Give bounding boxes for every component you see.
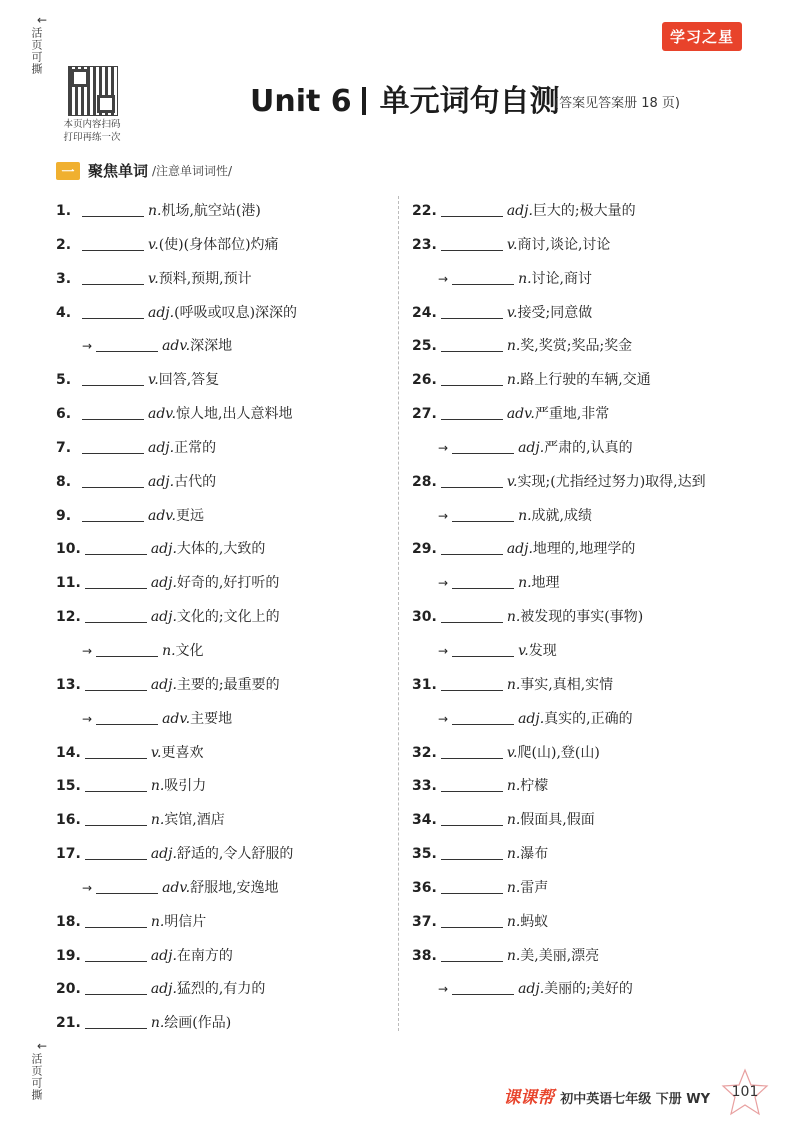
derived-word-row — [412, 635, 752, 669]
answer-blank[interactable] — [441, 540, 503, 555]
answer-blank[interactable] — [441, 777, 503, 792]
answer-blank[interactable] — [85, 811, 147, 826]
definition: 巨大的;极大量的 — [532, 203, 636, 219]
part-of-speech: adj. — [150, 575, 177, 592]
footer — [503, 1083, 710, 1108]
item-number: 3. — [56, 270, 72, 287]
answer-blank[interactable] — [441, 676, 503, 691]
vocab-row — [412, 330, 752, 364]
derived-word-row — [56, 703, 396, 737]
item-number: 9. — [56, 507, 72, 524]
definition: (使)(身体部位)灼痛 — [158, 236, 279, 253]
vocab-row — [412, 195, 752, 229]
definition: 美,美丽,漂亮 — [520, 947, 600, 964]
vocab-row — [412, 398, 752, 432]
definition: 更远 — [176, 507, 205, 524]
part-of-speech: adj. — [150, 609, 177, 626]
answer-blank[interactable] — [441, 811, 503, 826]
tear-off-tab-bottom — [30, 1040, 54, 1101]
vocab-row — [56, 364, 396, 398]
vocab-row — [56, 500, 396, 534]
definition: 猛烈的,有力的 — [176, 981, 266, 998]
answer-blank[interactable] — [441, 744, 503, 759]
definition: 接受;同意做 — [517, 304, 593, 321]
derived-word-row — [56, 872, 396, 906]
tear-off-tab-top — [30, 14, 54, 75]
vocab-row — [56, 432, 396, 466]
column-divider — [398, 196, 399, 1031]
definition: 好奇的,好打听的 — [176, 575, 280, 592]
definition: 地理的,地理学的 — [532, 541, 636, 558]
item-number: 8. — [56, 473, 72, 490]
vocab-row — [412, 872, 752, 906]
item-number: 7. — [56, 439, 72, 456]
answer-blank[interactable] — [452, 270, 514, 285]
item-number: 31. — [412, 676, 437, 693]
definition: 商讨,谈论,讨论 — [517, 236, 611, 253]
answer-blank[interactable] — [82, 270, 144, 285]
right-arrow-icon: → — [438, 576, 449, 591]
part-of-speech: adj. — [150, 846, 177, 863]
part-of-speech: v. — [148, 372, 159, 389]
part-of-speech: v. — [148, 236, 159, 253]
answer-blank[interactable] — [452, 574, 514, 589]
tear-off-label: 活页可撕 — [30, 1053, 43, 1101]
answer-blank[interactable] — [82, 202, 144, 217]
definition: 深深地 — [190, 338, 233, 355]
answer-blank[interactable] — [82, 507, 144, 522]
item-number: 34. — [412, 812, 437, 829]
definition: 绘画(作品) — [164, 1015, 232, 1032]
derived-word-row — [56, 330, 396, 364]
left-column — [56, 195, 396, 1041]
answer-blank[interactable] — [85, 540, 147, 555]
vocab-row — [56, 669, 396, 703]
right-arrow-icon: → — [438, 508, 449, 523]
definition: 蚂蚁 — [520, 913, 549, 930]
part-of-speech: v. — [518, 642, 529, 659]
vocab-row — [412, 466, 752, 500]
part-of-speech: adj. — [150, 981, 177, 998]
item-number: 14. — [56, 744, 81, 761]
definition: 惊人地,出人意料地 — [176, 406, 293, 423]
item-number: 30. — [412, 609, 437, 626]
item-number: 11. — [56, 575, 81, 592]
answer-blank[interactable] — [82, 439, 144, 454]
part-of-speech: n. — [162, 642, 176, 659]
vocab-row — [412, 838, 752, 872]
item-number: 33. — [412, 778, 437, 795]
part-of-speech: adj. — [506, 203, 533, 219]
definition: 古代的 — [174, 473, 217, 490]
definition: 被发现的事实(事物) — [520, 609, 644, 626]
item-number: 17. — [56, 846, 81, 863]
answer-blank[interactable] — [96, 337, 158, 352]
right-arrow-icon: → — [438, 643, 449, 658]
definition: 宾馆,酒店 — [164, 812, 225, 829]
definition: 文化 — [175, 642, 204, 659]
vocab-row — [412, 669, 752, 703]
definition: 雷声 — [520, 879, 549, 896]
answer-blank[interactable] — [82, 405, 144, 420]
unit-label: Unit 6 — [250, 84, 352, 119]
vocab-row — [412, 229, 752, 263]
definition: 机场,航空站(港) — [161, 203, 261, 219]
qr-code-icon[interactable] — [68, 66, 118, 116]
definition: 大体的,大致的 — [176, 541, 266, 558]
answer-blank[interactable] — [85, 980, 147, 995]
answer-blank[interactable] — [441, 405, 503, 420]
right-arrow-icon: → — [82, 711, 93, 726]
item-number: 6. — [56, 406, 72, 423]
qr-caption — [48, 118, 136, 144]
definition: 路上行驶的车辆,交通 — [520, 372, 651, 389]
answer-blank[interactable] — [452, 642, 514, 657]
answer-blank[interactable] — [441, 371, 503, 386]
part-of-speech: adv. — [148, 406, 177, 423]
definition: 发现 — [528, 642, 557, 659]
definition: 事实,真相,实情 — [520, 676, 614, 693]
part-of-speech: n. — [506, 372, 521, 389]
part-of-speech: n. — [506, 812, 521, 829]
page-number-text: 101 — [731, 1084, 759, 1100]
definition: 爬(山),登(山) — [517, 744, 600, 761]
vocab-row — [56, 838, 396, 872]
answer-blank[interactable] — [441, 473, 503, 488]
answer-blank[interactable] — [85, 676, 147, 691]
vocab-row — [56, 601, 396, 635]
page-title — [250, 76, 560, 120]
answer-blank[interactable] — [85, 845, 147, 860]
answer-blank[interactable] — [85, 608, 147, 623]
definition: 严肃的,认真的 — [544, 439, 633, 456]
answer-blank[interactable] — [85, 1014, 147, 1029]
part-of-speech: n. — [150, 1015, 165, 1032]
part-of-speech: adj. — [150, 541, 177, 558]
vocab-row — [56, 195, 396, 229]
part-of-speech: v. — [150, 744, 162, 761]
item-number: 35. — [412, 846, 437, 863]
part-of-speech: n. — [506, 879, 521, 896]
vocab-row — [412, 906, 752, 940]
item-number: 19. — [56, 947, 81, 964]
item-number: 4. — [56, 304, 72, 321]
definition: 主要的;最重要的 — [176, 676, 280, 693]
left-arrow-icon: ← — [36, 13, 48, 27]
vocab-row — [56, 229, 396, 263]
derived-word-row — [412, 973, 752, 1007]
definition: 主要地 — [190, 710, 233, 727]
definition: 吸引力 — [164, 778, 207, 795]
definition: 更喜欢 — [161, 744, 204, 761]
answer-blank[interactable] — [441, 202, 503, 217]
definition: 美丽的;美好的 — [544, 981, 633, 998]
definition: 正常的 — [174, 439, 217, 456]
definition: 严重地,非常 — [534, 406, 610, 423]
part-of-speech: adj. — [148, 439, 175, 456]
part-of-speech: v. — [148, 270, 159, 287]
derived-word-row — [412, 703, 752, 737]
item-number: 32. — [412, 744, 437, 761]
answer-blank[interactable] — [96, 642, 158, 657]
vocab-row — [412, 297, 752, 331]
part-of-speech: v. — [506, 236, 518, 253]
item-number: 23. — [412, 236, 437, 253]
right-arrow-icon: → — [82, 643, 93, 658]
answer-blank[interactable] — [96, 879, 158, 894]
definition: 实现;(尤指经过努力)取得,达到 — [517, 473, 706, 490]
part-of-speech: adv. — [162, 710, 191, 727]
title-divider — [362, 87, 366, 115]
definition: 预料,预期,预计 — [158, 270, 252, 287]
answer-blank[interactable] — [452, 980, 514, 995]
derived-word-row — [412, 500, 752, 534]
item-number: 36. — [412, 879, 437, 896]
definition: 明信片 — [164, 913, 207, 930]
part-of-speech: n. — [150, 812, 165, 829]
item-number: 5. — [56, 372, 72, 389]
part-of-speech: adj. — [506, 541, 533, 558]
item-number: 12. — [56, 609, 81, 626]
left-arrow-icon: ← — [36, 1039, 48, 1053]
answer-blank[interactable] — [441, 879, 503, 894]
answer-blank[interactable] — [452, 507, 514, 522]
page-number — [720, 1068, 770, 1118]
item-number: 37. — [412, 913, 437, 930]
definition: 在南方的 — [176, 947, 233, 964]
answer-blank[interactable] — [441, 236, 503, 251]
part-of-speech: n. — [148, 203, 162, 219]
item-number: 2. — [56, 236, 72, 253]
item-number: 22. — [412, 203, 437, 219]
answer-blank[interactable] — [441, 845, 503, 860]
part-of-speech: adj. — [518, 981, 545, 998]
definition: (呼吸或叹息)深深的 — [174, 304, 298, 321]
answer-blank[interactable] — [85, 913, 147, 928]
definition: 真实的,正确的 — [544, 710, 633, 727]
item-number: 21. — [56, 1015, 81, 1032]
definition: 地理 — [531, 575, 560, 592]
answer-blank[interactable] — [82, 304, 144, 319]
part-of-speech: v. — [506, 304, 518, 321]
part-of-speech: n. — [518, 575, 532, 592]
answer-note: (答案见答案册 18 页) — [554, 96, 680, 111]
answer-blank[interactable] — [441, 304, 503, 319]
vocab-row — [56, 533, 396, 567]
part-of-speech: n. — [506, 778, 521, 795]
right-arrow-icon: → — [82, 339, 93, 354]
answer-blank[interactable] — [441, 913, 503, 928]
part-of-speech: n. — [506, 913, 521, 930]
tear-off-label: 活页可撕 — [30, 27, 43, 75]
section-note: /注意单词词性/ — [152, 164, 233, 178]
item-number: 13. — [56, 676, 81, 693]
vocab-row — [56, 567, 396, 601]
footer-logo: 课课帮 — [503, 1088, 555, 1108]
answer-blank[interactable] — [85, 777, 147, 792]
item-number: 26. — [412, 372, 437, 389]
part-of-speech: adj. — [148, 304, 175, 321]
item-number: 18. — [56, 913, 81, 930]
vocab-row — [56, 297, 396, 331]
definition: 柠檬 — [520, 778, 549, 795]
right-arrow-icon: → — [438, 271, 449, 286]
item-number: 1. — [56, 203, 72, 219]
part-of-speech: n. — [150, 913, 165, 930]
derived-word-row — [56, 635, 396, 669]
part-of-speech: adj. — [518, 439, 545, 456]
definition: 文化的;文化上的 — [176, 609, 280, 626]
vocab-row — [412, 601, 752, 635]
part-of-speech: adj. — [150, 676, 177, 693]
vocab-row — [56, 466, 396, 500]
vocab-row — [412, 940, 752, 974]
title-text: 单元词句自测 — [379, 84, 560, 119]
item-number: 28. — [412, 473, 437, 490]
derived-word-row — [412, 432, 752, 466]
part-of-speech: n. — [518, 507, 532, 524]
right-arrow-icon: → — [438, 982, 449, 997]
item-number: 15. — [56, 778, 81, 795]
section-header — [56, 160, 232, 181]
answer-blank[interactable] — [441, 947, 503, 962]
answer-blank[interactable] — [452, 439, 514, 454]
item-number: 20. — [56, 981, 81, 998]
part-of-speech: adj. — [148, 473, 175, 490]
part-of-speech: v. — [506, 744, 518, 761]
answer-blank[interactable] — [85, 947, 147, 962]
item-number: 25. — [412, 338, 437, 355]
part-of-speech: n. — [506, 846, 521, 863]
part-of-speech: adj. — [518, 710, 545, 727]
definition: 舒适的,令人舒服的 — [176, 846, 294, 863]
vocab-row — [56, 906, 396, 940]
right-arrow-icon: → — [82, 880, 93, 895]
part-of-speech: n. — [518, 270, 532, 287]
definition: 假面具,假面 — [520, 812, 595, 829]
part-of-speech: n. — [506, 338, 521, 355]
part-of-speech: adj. — [150, 947, 177, 964]
item-number: 24. — [412, 304, 437, 321]
definition: 舒服地,安逸地 — [190, 879, 279, 896]
answer-blank[interactable] — [452, 710, 514, 725]
item-number: 16. — [56, 812, 81, 829]
footer-book-title: 初中英语七年级 下册 WY — [560, 1092, 710, 1107]
right-arrow-icon: → — [438, 711, 449, 726]
definition: 奖,奖赏;奖品;奖金 — [520, 338, 633, 355]
qr-caption-line-2: 打印再练一次 — [63, 132, 121, 143]
answer-blank[interactable] — [85, 574, 147, 589]
part-of-speech: n. — [506, 609, 521, 626]
vocab-row — [56, 940, 396, 974]
qr-caption-line-1: 本页内容扫码 — [63, 119, 121, 130]
vocab-row — [56, 770, 396, 804]
vocab-row — [56, 1007, 396, 1041]
answer-blank[interactable] — [441, 608, 503, 623]
vocab-row — [56, 737, 396, 771]
answer-blank[interactable] — [82, 473, 144, 488]
part-of-speech: n. — [506, 947, 521, 964]
vocab-row — [56, 973, 396, 1007]
derived-word-row — [412, 567, 752, 601]
answer-blank[interactable] — [82, 371, 144, 386]
definition: 瀑布 — [520, 846, 549, 863]
part-of-speech: n. — [506, 676, 521, 693]
right-arrow-icon: → — [438, 440, 449, 455]
part-of-speech: adv. — [162, 338, 191, 355]
item-number: 10. — [56, 541, 81, 558]
answer-blank[interactable] — [85, 744, 147, 759]
vocab-row — [412, 737, 752, 771]
part-of-speech: n. — [150, 778, 165, 795]
section-number-icon: 一 — [56, 162, 80, 180]
item-number: 38. — [412, 947, 437, 964]
vocab-row — [412, 804, 752, 838]
brand-logo: 学习之星 — [662, 22, 742, 51]
item-number: 27. — [412, 406, 437, 423]
part-of-speech: adv. — [148, 507, 177, 524]
answer-blank[interactable] — [441, 337, 503, 352]
section-title: 聚焦单词 — [88, 162, 149, 180]
vocab-row — [56, 804, 396, 838]
vocab-row — [56, 398, 396, 432]
definition: 讨论,商讨 — [531, 270, 592, 287]
vocab-row — [412, 533, 752, 567]
answer-blank[interactable] — [82, 236, 144, 251]
vocab-row — [56, 263, 396, 297]
answer-blank[interactable] — [96, 710, 158, 725]
derived-word-row — [412, 263, 752, 297]
definition: 回答,答复 — [158, 372, 220, 389]
part-of-speech: adv. — [162, 879, 191, 896]
part-of-speech: adv. — [506, 406, 535, 423]
vocab-row — [412, 770, 752, 804]
definition: 成就,成绩 — [531, 507, 592, 524]
vocab-row — [412, 364, 752, 398]
item-number: 29. — [412, 541, 437, 558]
part-of-speech: v. — [506, 473, 518, 490]
right-column — [412, 195, 752, 1007]
